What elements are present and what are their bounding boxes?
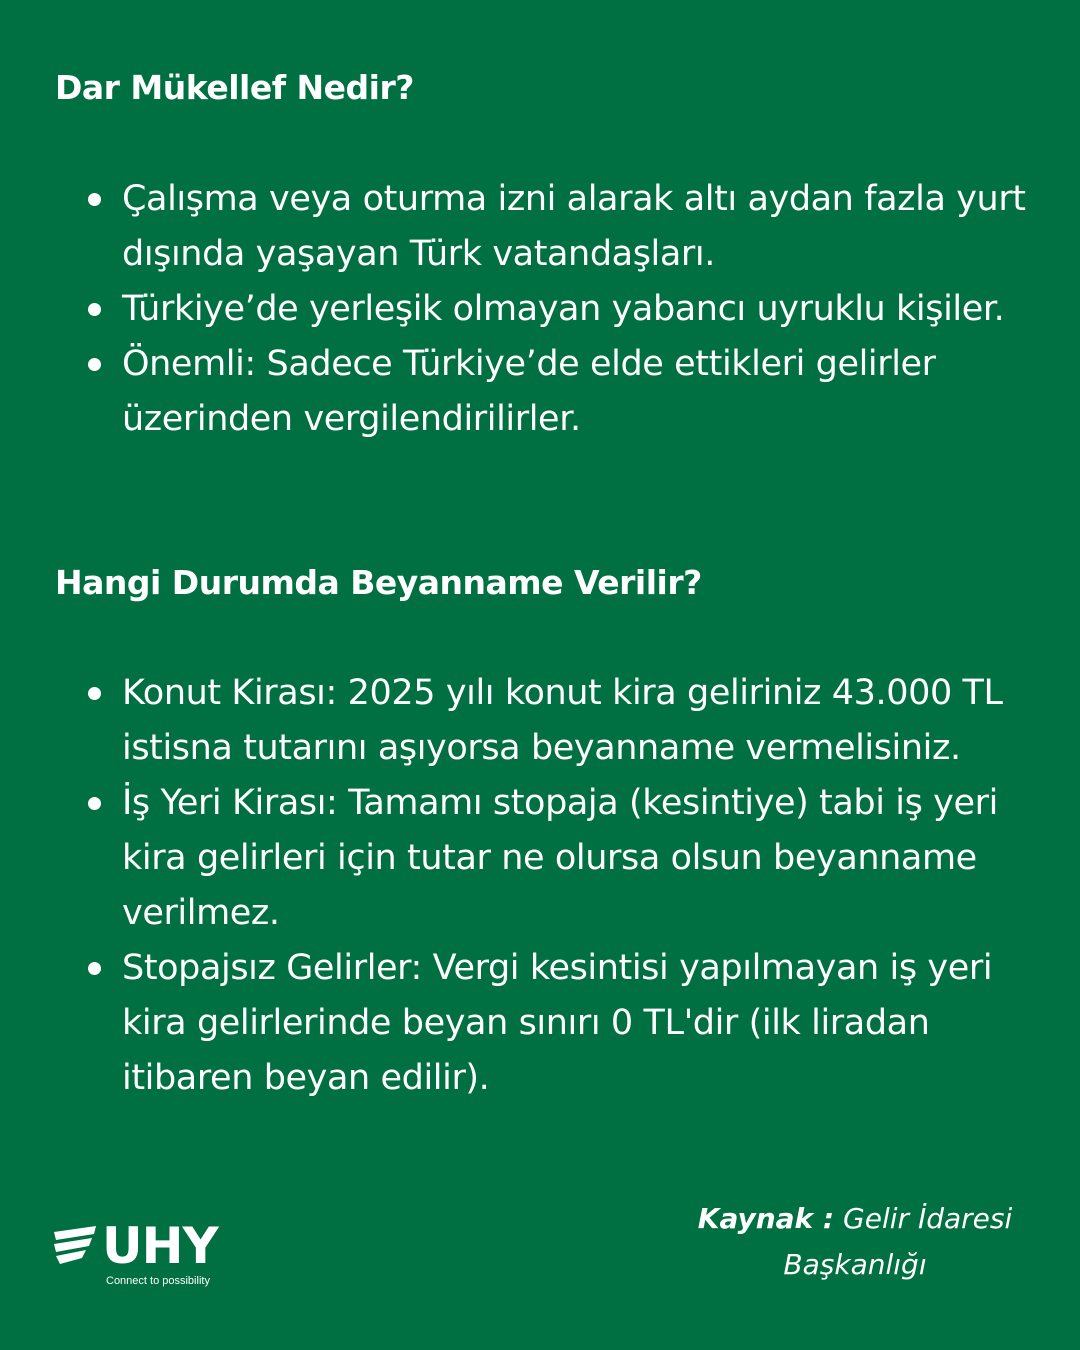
beyanname-list: [88, 666, 1048, 1106]
list-item: [88, 337, 1048, 447]
list-item-text: Türkiye’de yerleşik olmayan yabancı uyruklu kişiler.: [122, 289, 1005, 329]
bullet-icon: [88, 193, 101, 206]
section-title-dar-mukellef: Dar Mükellef Nedir?: [55, 68, 414, 107]
bullet-icon: [88, 962, 101, 975]
source-label: Kaynak :: [697, 1202, 835, 1235]
list-item-text: İş Yeri Kirası: Tamamı stopaja (kesintiye) tabi iş yeri kira gelirleri için tutar ne olursa olsun beyanname verilmez.: [122, 783, 998, 933]
section-title-beyanname: Hangi Durumda Beyanname Verilir?: [55, 563, 702, 602]
list-item-text: Önemli: Sadece Türkiye’de elde ettikleri gelirler üzerinden vergilendirilirler.: [122, 344, 936, 439]
uhy-swoosh-icon: [52, 1224, 98, 1268]
source-text: Gelir İdaresi Başkanlığı: [783, 1202, 1013, 1281]
list-item: [88, 282, 1048, 337]
logo-wordmark: UHY: [102, 1217, 218, 1275]
source-citation: [660, 1196, 1050, 1288]
bullet-icon: [88, 797, 101, 810]
bullet-icon: [88, 358, 101, 371]
list-item: [88, 941, 1048, 1106]
list-item-text: Çalışma veya oturma izni alarak altı aydan fazla yurt dışında yaşayan Türk vatandaşları.: [122, 179, 1026, 274]
list-item-text: Stopajsız Gelirler: Vergi kesintisi yapılmayan iş yeri kira gelirlerinde beyan sınırı 0 TL'dir (ilk liradan itibaren beyan edilir).: [122, 948, 993, 1098]
bullet-icon: [88, 687, 101, 700]
list-item: [88, 666, 1048, 776]
list-item: [88, 776, 1048, 941]
list-item: [88, 172, 1048, 282]
logo-tagline: Connect to possibility: [106, 1275, 210, 1287]
bullet-icon: [88, 303, 101, 316]
uhy-logo: [52, 1217, 252, 1292]
list-item-text: Konut Kirası: 2025 yılı konut kira geliriniz 43.000 TL istisna tutarını aşıyorsa beyanname vermelisiniz.: [122, 673, 1003, 768]
dar-mukellef-list: [88, 172, 1048, 447]
